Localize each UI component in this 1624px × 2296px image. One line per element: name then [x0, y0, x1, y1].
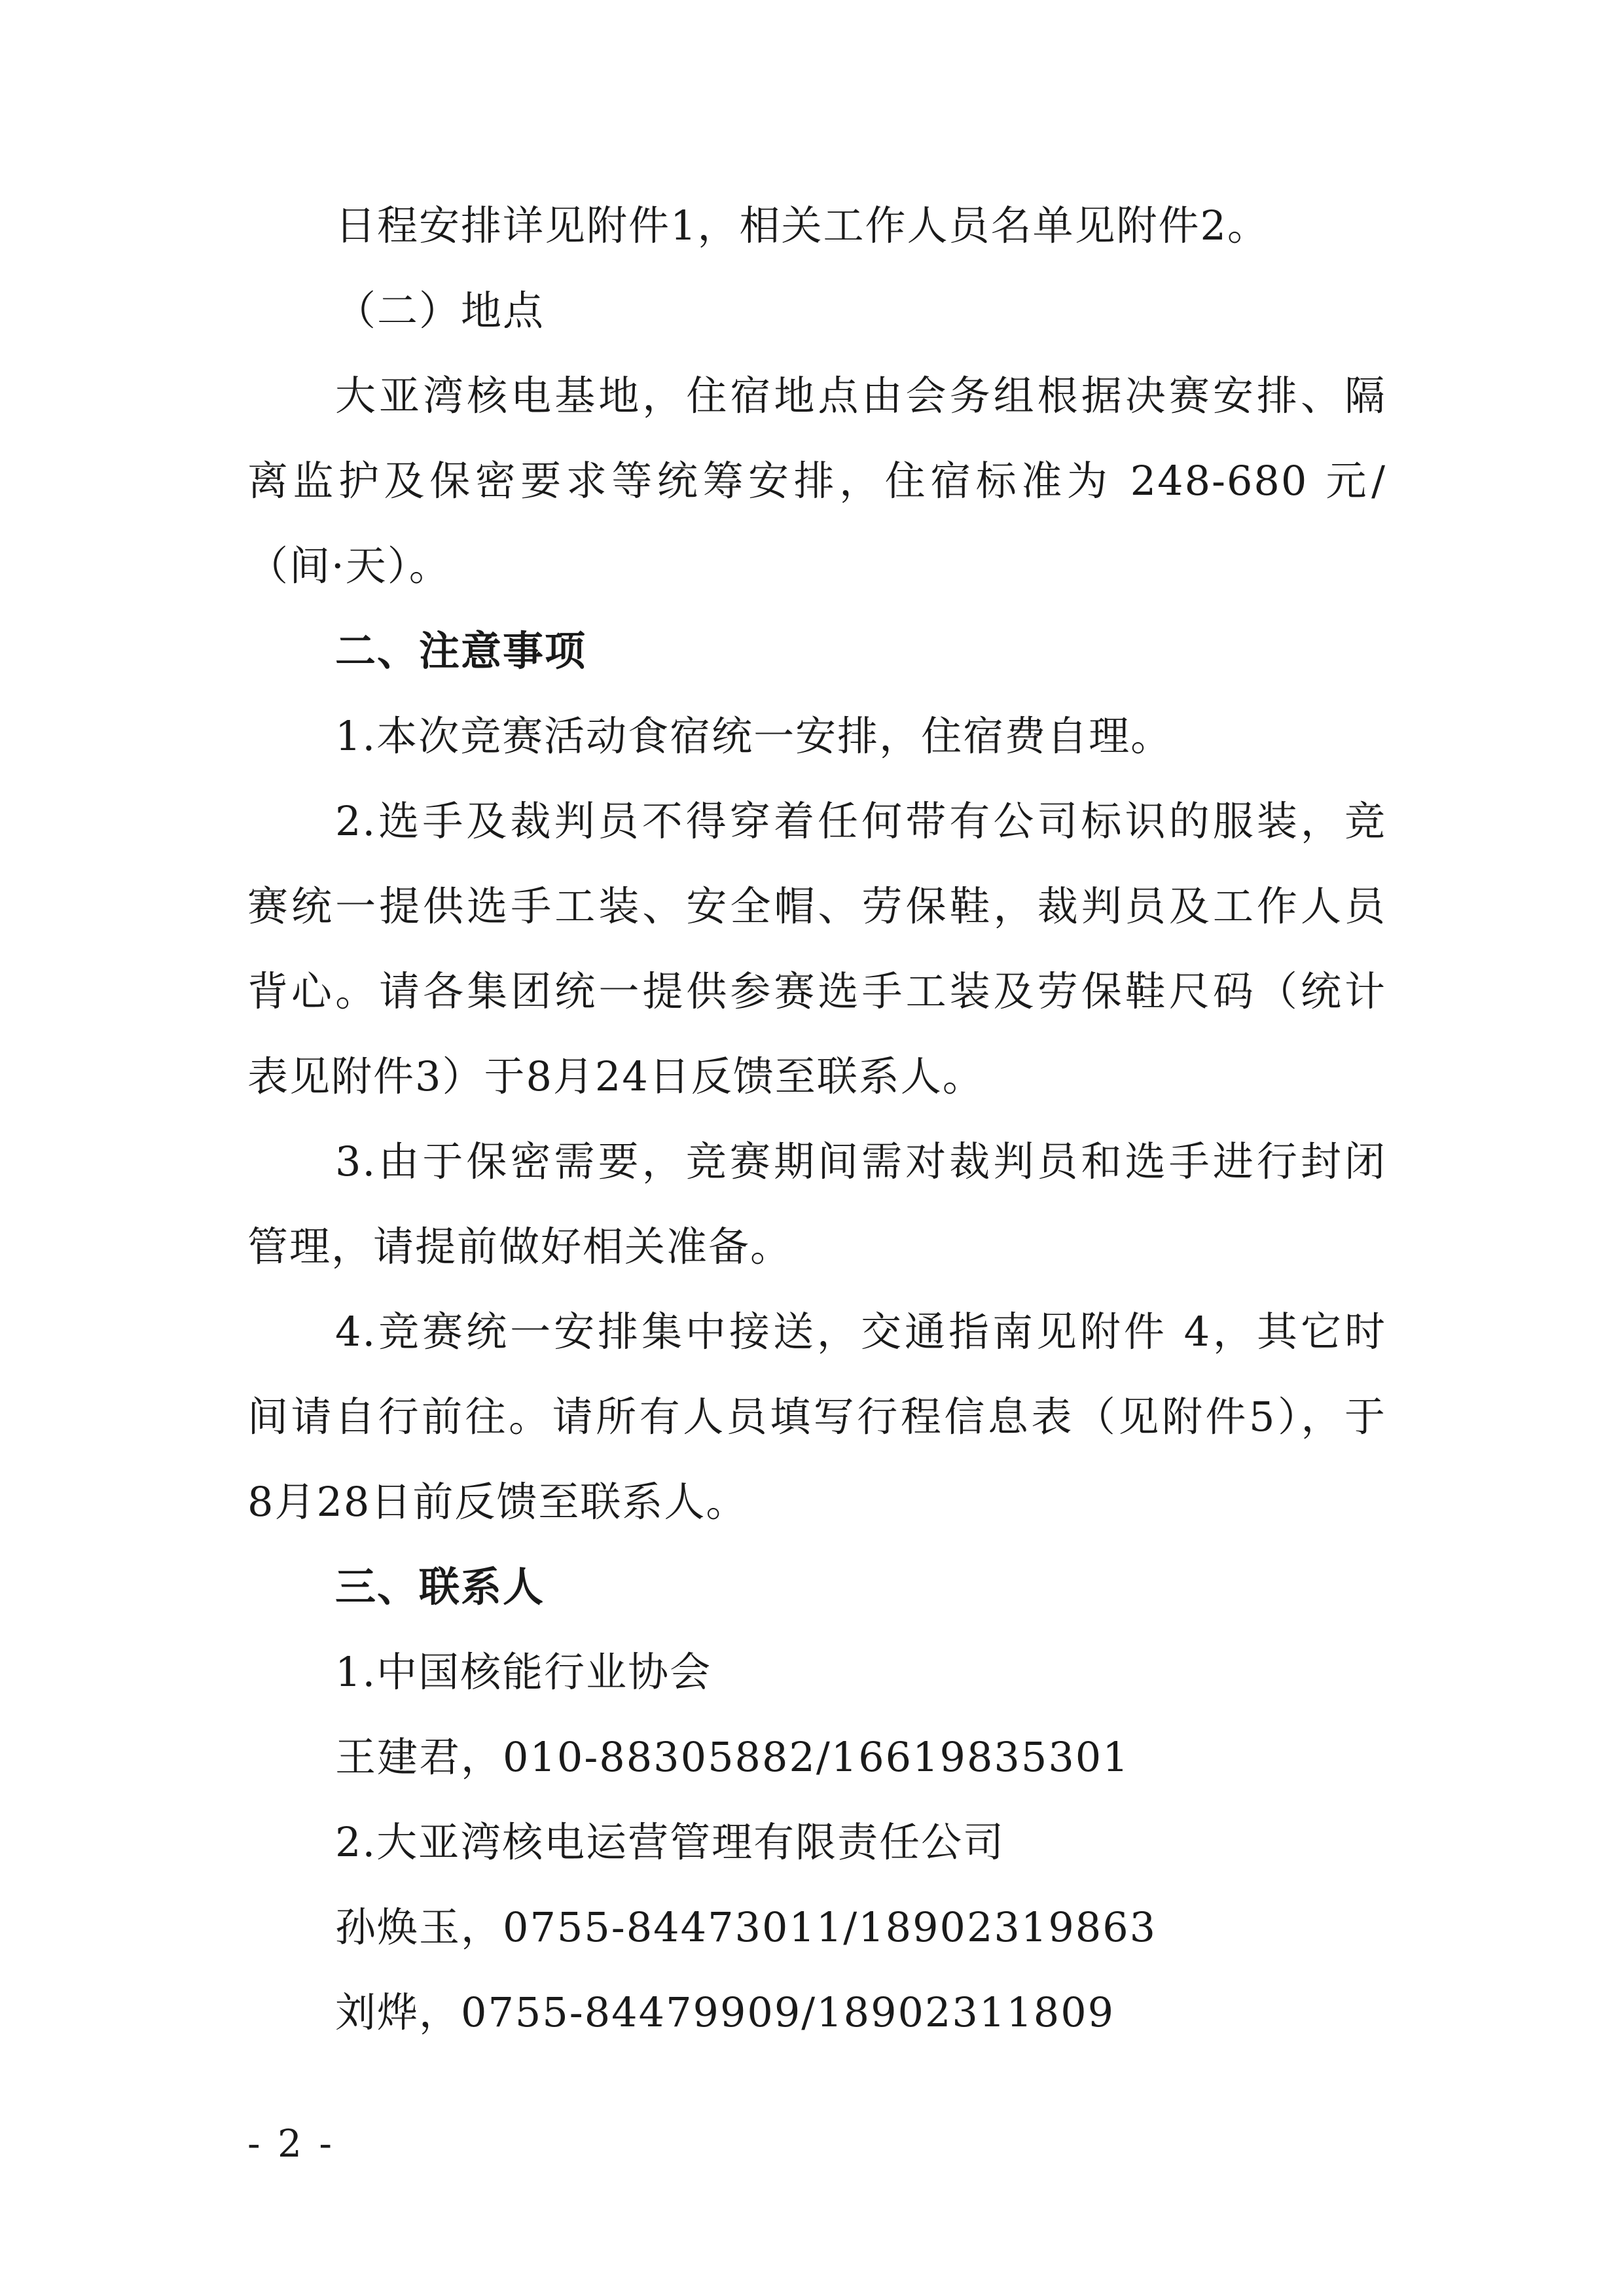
- paragraph-line-location-3: （间·天）。: [247, 542, 451, 590]
- note-item-3-line-1: 3.由于保密需要，竞赛期间需对裁判员和选手进行封闭: [335, 1138, 1386, 1185]
- note-item-3-line-2: 管理，请提前做好相关准备。: [247, 1223, 793, 1270]
- contact-org-2: 2.大亚湾核电运营管理有限责任公司: [335, 1818, 1005, 1866]
- contact-person-wang: 王建君，010-88305882/16619835301: [335, 1733, 1130, 1781]
- contact-org-1: 1.中国核能行业协会: [335, 1648, 712, 1696]
- note-item-4-line-2: 间请自行前往。请所有人员填写行程信息表（见附件5），于: [247, 1393, 1386, 1441]
- note-item-2-line-2: 赛统一提供选手工装、安全帽、劳保鞋，裁判员及工作人员: [247, 882, 1386, 930]
- page-number: - 2 -: [247, 2121, 334, 2166]
- note-item-1: 1.本次竞赛活动食宿统一安排，住宿费自理。: [335, 712, 1173, 760]
- note-item-2-line-3: 背心。请各集团统一提供参赛选手工装及劳保鞋尺码（统计: [247, 967, 1386, 1015]
- note-item-4-line-1: 4.竞赛统一安排集中接送，交通指南见附件 4，其它时: [335, 1308, 1386, 1355]
- paragraph-line-location-2: 离监护及保密要求等统筹安排，住宿标准为 248-680 元/: [247, 457, 1386, 505]
- note-item-2-line-1: 2.选手及裁判员不得穿着任何带有公司标识的服装，竞: [335, 797, 1386, 845]
- contact-person-liu: 刘烨，0755-84479909/18902311809: [335, 1988, 1115, 2036]
- note-item-4-line-3: 8月28日前反馈至联系人。: [247, 1478, 748, 1526]
- contact-person-sun: 孙焕玉，0755-84473011/18902319863: [335, 1903, 1157, 1951]
- paragraph-line-location-1: 大亚湾核电基地，住宿地点由会务组根据决赛安排、隔: [335, 372, 1386, 420]
- subsection-heading-location: （二）地点: [335, 287, 545, 334]
- section-heading-contacts: 三、联系人: [335, 1563, 545, 1611]
- paragraph-line-schedule: 日程安排详见附件1，相关工作人员名单见附件2。: [335, 202, 1269, 249]
- note-item-2-line-4: 表见附件3）于8月24日反馈至联系人。: [247, 1052, 984, 1100]
- section-heading-notes: 二、注意事项: [335, 627, 587, 675]
